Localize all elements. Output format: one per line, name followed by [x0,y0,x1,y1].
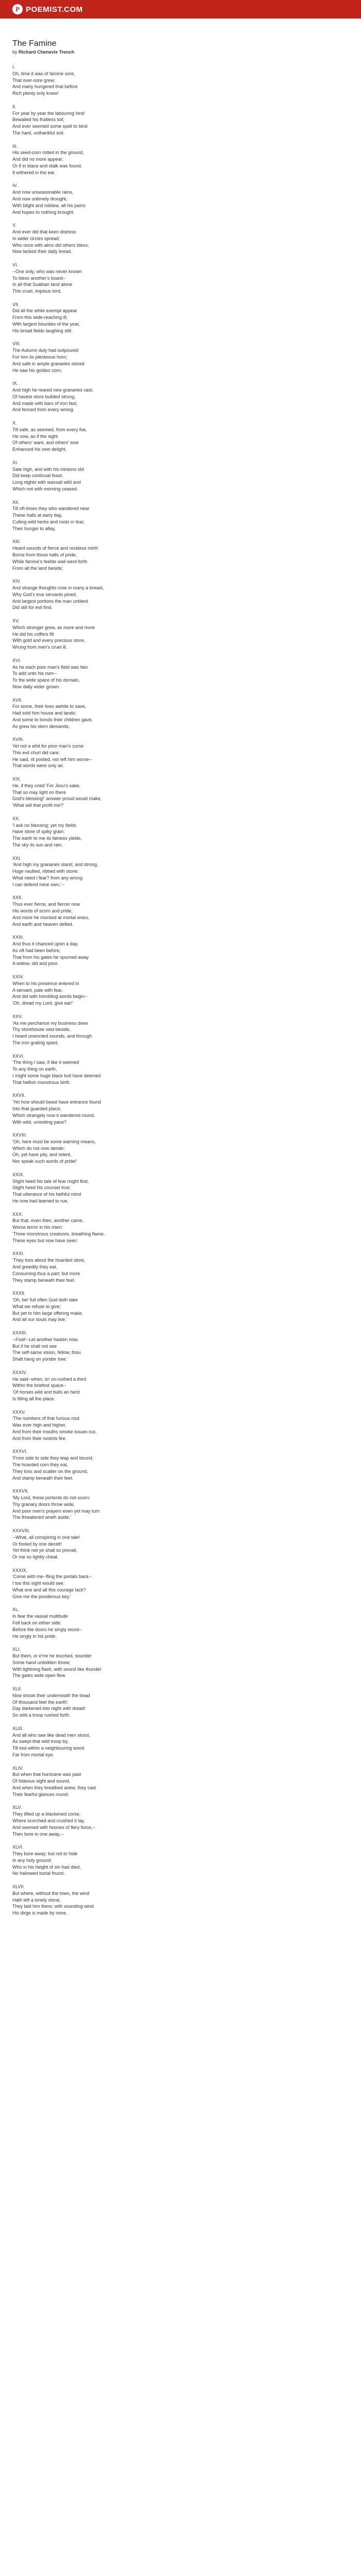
stanza-number: XV. [12,618,20,623]
poem-line: Thus ever fierce, and fiercer now [12,902,80,907]
poem-line: Day darkened into night with dread! [12,1706,86,1711]
poem-line: This cruel, impious lord, [12,289,62,294]
poem-line: And from their mouths smoke issues out, [12,1429,97,1434]
poem-stanza [12,499,340,532]
poem-line: Of hideous sight and sound, [12,1778,71,1784]
poem-line: Which stronger grew, as more and more [12,624,95,630]
poem-line: And safe in ample granaries stored [12,361,85,366]
poem-line: He did his coffers fill [12,631,54,637]
poem-line: In fear the vassal multitude [12,1614,68,1619]
stanza-number: IV. [12,183,18,189]
by-label: by [12,49,18,55]
poem-line: Worse terror in his mien: [12,1225,63,1230]
poem-stanza [12,1844,340,1877]
poem-stanza [12,104,340,137]
poem-line: As grew his stern demands; [12,723,70,729]
poem-line: In wider circles spread; [12,235,60,241]
stanza-number: VII. [12,301,20,307]
poem-line: And hopes to nothing brought. [12,209,75,215]
poem-line: Bewailed his fruitless toil; [12,117,64,123]
poem-line: While famine's feeble wail went forth [12,558,88,564]
poem-line: 'Of horses wild and bulls an herd [12,1389,80,1395]
poem-line: Heard sounds of fierce and reckless mirth [12,546,99,551]
poem-line: What we refuse to give; [12,1303,61,1309]
poem-line: Their fearful glances round: [12,1791,69,1797]
poem-stanza [12,1488,340,1521]
poem-line: They stamp beneath their feet. [12,1277,76,1283]
poem-line: These halls at early day, [12,513,62,518]
poem-line: Or if in blace and stalk was found, [12,163,83,168]
stanza-number: XLIV. [12,1765,24,1771]
poem-line: And seemed with hooves of fiery force,-- [12,1824,96,1830]
poem-stanza [12,64,340,97]
poem-line: The threatened wrath aside.' [12,1515,71,1520]
stanza-number: XXII. [12,895,23,901]
poem-line: Till safe, as seemed, from every foe, [12,427,87,432]
poem-line: He now, as if the sight [12,433,58,439]
poem-stanza [12,1053,340,1086]
poem-line: That words were only air. [12,763,64,769]
poem-line: And greedily they eat, [12,1264,58,1270]
poem-line: I heard unwonted sounds, and through [12,1033,92,1039]
poem-stanza [12,1290,340,1323]
poem-line: 'From side to side they leap and bound, [12,1455,94,1461]
stanza-number: XXX. [12,1211,23,1217]
poem-line: Till oft-times they who wandered near [12,506,90,512]
poem-stanza [12,1013,340,1046]
poem-line: And some to bonds their children gave, [12,717,93,722]
stanza-number: XIX. [12,776,22,782]
poem-line: That from his gates he spurned away [12,954,89,960]
poem-line: Had sold him house and lands; [12,710,76,716]
poem-line: He singly in his pride. [12,1633,57,1639]
poem-line: And when they breathed anew, they cast [12,1785,96,1790]
poem-byline [12,49,340,55]
poem-stanza [12,341,340,374]
poem-line: I might some huge black bull have deemed [12,1073,101,1078]
poem-line: That so may light on there [12,789,67,795]
poem-stanza [12,1765,340,1798]
stanza-number: II. [12,104,17,109]
poem-line: And did no more appear; [12,157,64,162]
poem-stanza [12,618,340,651]
stanza-number: XXIII. [12,935,24,940]
poem-stanza [12,1884,340,1917]
poem-line: And made with bars of iron fast, [12,400,78,406]
poem-line: Or me so lightly cheat. [12,1554,59,1560]
poem-line: Thy granary doors throw wide, [12,1501,75,1507]
poem-line: The Autumn duly had outpoured [12,348,79,353]
poem-line: Is filling all the place. [12,1396,56,1401]
stanza-number: VIII. [12,341,21,347]
poem-line: To bless another's board-- [12,275,66,281]
poem-line: Of thousand feet the earth! [12,1699,68,1705]
poem-stanza [12,1528,340,1561]
poem-line: As swept that wild troop by, [12,1739,69,1744]
poem-line: In any holy ground; [12,1857,52,1863]
poem-line: Long nights with wassail wild and [12,480,81,485]
poem-line: What one and all this courage lack? [12,1587,86,1593]
poem-stanza [12,1567,340,1600]
site-header [0,0,361,19]
poem-line: Did all the while exempt appear [12,308,77,314]
poem-line: Who in his height of sin had died, [12,1864,81,1870]
stanza-number: XXIX. [12,1172,25,1177]
stanza-number: XXVIII. [12,1132,27,1138]
poem-line: With lightning flash, with sound like thunder [12,1666,102,1672]
poem-line: 'What will that profit me?' [12,803,64,808]
poem-stanza [12,816,340,849]
poem-line: The gates wide open flew. [12,1673,67,1679]
poem-line: The iron grating spied. [12,1040,59,1045]
poem-stanza [12,420,340,453]
stanza-number: XXIV. [12,974,24,979]
poem-line: I can defend mine own,'-- [12,882,64,887]
stanza-number: XLI. [12,1647,21,1652]
poem-stanza [12,934,340,967]
poem-line: 'Oh, be! full often God doth take [12,1297,78,1303]
poem-stanza [12,460,340,493]
poem-line: He now had learned to rue, [12,1198,69,1204]
poem-line: When to his presence entered in [12,980,79,986]
poem-line: The hoarded corn they eat, [12,1462,69,1467]
poem-line: And did with trembling words begin-- [12,994,88,999]
poem-stanza [12,1132,340,1165]
poem-stanza [12,1686,340,1719]
poem-line: From all the land beside; [12,565,63,571]
poem-line: But if he shall not see [12,1343,57,1349]
poem-line: God's blessing!' answer proud would make, [12,796,102,802]
poem-line: His words of scorn and pride; [12,908,73,913]
poem-line: A widow, old and poor. [12,961,59,967]
poem-line: That utterance of his faithful mind [12,1192,81,1197]
poem-line: And all our souls may live.' [12,1317,68,1323]
poem-line: With largest bounties of the year, [12,321,80,327]
poem-line: They laid him there; with sounding wind [12,1904,94,1909]
poem-title: The Famine [12,39,57,48]
poem-line: And from their nostrils fire. [12,1435,67,1441]
poem-line: Wax ever high and higher, [12,1422,67,1428]
poem-line: Sate high, and with his minions old [12,466,84,472]
poem-line: Why God's true servants pined, [12,591,77,597]
poem-line: And poor men's prayers even yet may turn [12,1508,100,1514]
poem-stanza [12,776,340,809]
poem-line: Into that guarded place, [12,1106,61,1111]
stanza-number: III. [12,143,18,149]
poem-line: His seed-corn rotted in the ground, [12,150,84,156]
poem-line: But them, or e'rre he touched, sounder [12,1653,92,1659]
poem-line: 'The thing I saw, if like it seemed [12,1060,79,1065]
poem-author[interactable]: Richard Chenevix Trench [19,49,75,55]
stanza-number: XLVI. [12,1844,24,1850]
poem-line: Have store of spiky grain: [12,829,65,835]
poem-line: A servant, pale with fear, [12,987,63,993]
poem-line: To the wide space of his domain, [12,677,80,683]
poem-line: Before the doors he singly stood-- [12,1626,83,1632]
poem-line: With blight and mildew, all his pains [12,202,86,208]
poem-line: Of havest store builded strong, [12,394,76,399]
poem-line: --What, all conspiring in one tale! [12,1534,80,1540]
stanza-number: XLIII. [12,1725,24,1731]
poem-line: His broad fields laughing still. [12,328,73,333]
poem-line: Some hand unbidden threw; [12,1659,71,1665]
poem-stanza [12,1804,340,1837]
poem-stanza [12,301,340,334]
poem-stanza [12,736,340,769]
stanza-number: V. [12,223,17,228]
stanza-number: XXI. [12,855,22,861]
poem-content [0,19,340,1917]
poem-stanza [12,697,340,730]
poem-line: Which strangely now it wandered round, [12,1112,95,1118]
poem-line: Oh, time it was of famine sore, [12,71,75,76]
stanza-number: XL. [12,1607,20,1613]
stanza-number: I. [12,64,15,70]
stanza-number: XXXI. [12,1251,25,1257]
stanza-number: IX. [12,381,19,386]
poem-line: 'They toss about the hoarded store, [12,1258,86,1263]
poem-line: But when that hurricane was past [12,1772,81,1777]
poem-line: Wrung from men's cruel ill. [12,645,68,650]
poem-line: But that, even then, another came, [12,1218,84,1224]
poem-line: With gold and every precious store, [12,638,86,643]
stanza-number: XVIII. [12,737,24,742]
poem-line: And high he reared new granaries vast, [12,387,94,393]
poem-stanza [12,1092,340,1125]
poem-stanza [12,1725,340,1758]
poem-line: And now unseasonable rains, [12,190,74,195]
poem-line: Hath left a lonely stone, [12,1897,61,1903]
poem-line: That over-sore grew; [12,77,56,83]
poem-line: 'I ask no blessing; yet my fields [12,822,76,828]
poem-line: Or fooled by one deceit! [12,1541,62,1547]
poem-line: Which do not now deride; [12,1145,65,1151]
poem-line: It withered in the ear. [12,170,56,175]
poem-line: This evil churl did care; [12,750,60,755]
poem-line: Now shook their underneath the tread [12,1692,90,1698]
poem-stanza [12,1172,340,1205]
stanza-number: XVI. [12,657,22,663]
poem-line: And more he mocked at mortal woes, [12,914,90,920]
poem-line: He said--when, lo! on-rushed a third [12,1376,87,1382]
poem-line: Far from mortal eye. [12,1752,55,1757]
poem-line: Slight heed his counsel true; [12,1185,71,1191]
poem-line: Culling wild herbs and roots in fear, [12,519,85,524]
poem-line: 'Oh, dread my Lord, give ear!' [12,1001,73,1006]
poem-line: Shalt hang on yonder tree.' [12,1357,68,1362]
poem-stanza [12,1646,340,1679]
poem-line: Yet not a whit for poor man's curse [12,743,84,749]
poem-line: So wild a troop rushed forth. [12,1713,71,1718]
poem-line: And ever seemed some spell to bind [12,124,88,129]
poem-stanza [12,1606,340,1639]
poem-line: 'Come with me--fling the portals back-- [12,1574,92,1580]
poem-line: But where, without the town, the wind [12,1890,90,1896]
poem-line: And fenced from every wrong. [12,407,75,413]
poem-stanza [12,1330,340,1363]
poem-line: They bore away; but not to hide [12,1851,78,1856]
poem-line: And thus it chanced upon a day, [12,941,78,946]
poem-line: In all that Suabian land alone [12,282,73,287]
poem-line: And many hungered that before [12,84,78,90]
poem-line: --One only, who was never known [12,268,82,274]
poem-line: But yet to him large offering make, [12,1310,83,1316]
poem-stanza [12,1369,340,1402]
poem-line: 'And high my granaries stand, and strong, [12,862,99,868]
poem-line: Their hunger to allay, [12,526,56,531]
poem-line: 'The numbers of that furious rout [12,1416,79,1421]
poem-line: Rich plenty only knew! [12,91,59,96]
stanza-number: XXVI. [12,1053,25,1059]
poem-line: For some, their lives awhile to save, [12,704,87,709]
poem-stanza [12,222,340,255]
poem-line: They lifted up a blackened corse, [12,1811,81,1817]
stanza-number: XXXV. [12,1409,26,1415]
stanza-number: XLVII. [12,1884,25,1889]
poem-stanza [12,182,340,215]
poem-line: Slight heed his tale of fear might find, [12,1178,89,1184]
poem-line: Till lost within a neighbouring wood [12,1745,85,1751]
poem-line: Thy storehouse vast beside, [12,1027,71,1032]
stanza-number: XI. [12,460,19,465]
poem-line: 'Three monstrous creatures, breathing flame, [12,1231,105,1237]
poem-stanza [12,538,340,571]
poem-line: I too this sight would see: [12,1581,65,1586]
stanza-number: XXXII. [12,1291,26,1296]
poem-line: Nor speak such words of pride!' [12,1159,77,1164]
poem-line: And earth and heaven defied. [12,921,74,927]
poem-line: 'As me perchance my business drew [12,1020,88,1026]
poem-line: Of others' want, and others' woe [12,440,79,446]
poem-line: Did still for evil find, [12,605,53,611]
poem-stanza [12,894,340,927]
stanza-number: XXXVII. [12,1488,29,1494]
poem-stanza [12,1409,340,1442]
stanza-number: XXXIV. [12,1369,27,1375]
poem-line: Which not with morning ceased. [12,486,78,492]
poem-line: And all who saw like dead men stood, [12,1732,90,1738]
poem-line: Yet think not ye shall so prevail, [12,1548,77,1553]
poem-line: Where scorched and crushed it lay, [12,1818,85,1823]
poem-line: 'Yet how should beast have entrance found [12,1099,101,1105]
poem-line: Oh, yet have pity, and relent, [12,1152,72,1158]
site-logo[interactable] [12,4,83,14]
stanza-number: XLII. [12,1686,22,1692]
poem-line: Now lacked their daily bread. [12,249,72,255]
poem-stanza [12,578,340,611]
poem-line: As oft had been before, [12,947,61,953]
stanza-number: VI. [12,262,19,267]
poem-stanza [12,380,340,413]
poem-stanza [12,1211,340,1244]
poem-line: That hellish monstrous birth. [12,1079,71,1085]
poem-line: They toss and scatter on the ground, [12,1468,88,1474]
stanza-number: XIV. [12,579,21,584]
poem-stanza [12,855,340,888]
poem-line: Consuming thus a part; but more [12,1270,80,1276]
stanza-number: XLV. [12,1805,22,1810]
poem-line: No hallowed burial found. [12,1871,65,1876]
poem-line: Enhanced his own delight, [12,447,67,452]
poem-line: He said, rit posted, nor left him worse-- [12,756,92,762]
poem-line: Did keep continual feast, [12,473,63,479]
poem-stanza [12,1250,340,1283]
poem-line: Borne from those halls of pride, [12,552,77,557]
poem-line: Who once with alms did others bless, [12,242,89,248]
stanza-number: XX. [12,816,20,821]
poem-line: These eyes but now have seen: [12,1238,78,1243]
poem-line: His dirge is made by none. [12,1910,68,1916]
poem-line: Within the briefest space-- [12,1383,67,1388]
poem-line: And stamp beneath their feet. [12,1475,74,1481]
poem-line: For year by year the labouring hind [12,110,85,116]
stanza-number: XXVII. [12,1093,26,1098]
stanza-number: X. [12,420,17,426]
poem-body [12,64,340,1917]
poem-line: Now daily wider grown. [12,684,60,689]
poem-line: As he each poor man's field was fain [12,664,88,670]
stanza-number: XXV. [12,1013,23,1019]
poem-line: Then bore in one away,-- [12,1831,64,1837]
poem-line: He saw his golden corn; [12,367,62,373]
poem-line: With wild, unresting pace? [12,1119,67,1125]
poem-line: 'Oh, here must be some warning means, [12,1139,96,1144]
poem-line: --Fool!--Let another hasten now, [12,1336,79,1342]
poem-line: The earth to me its fatness yields, [12,836,82,841]
poem-line: Huge vaulted, ribbed with stone: [12,869,79,874]
poem-stanza [12,143,340,176]
poem-line: What need I fear? from any wrong [12,875,83,881]
poem-line: And ever did that keen distress [12,229,76,234]
poem-line: And strange thoughts rose in many a breast, [12,585,104,590]
poem-line: Give me the ponderous key.' [12,1594,71,1599]
poem-stanza [12,1448,340,1481]
stanza-number: XXXIX. [12,1567,28,1573]
stanza-number: XIII. [12,539,21,545]
poem-line: The sky its sun and rain. [12,842,63,848]
poem-line: Fell back on either side: [12,1620,62,1626]
poem-line: 'My Lord, these portents do not scorn: [12,1495,90,1500]
poem-line: From this wide-reaching ill; [12,315,68,320]
poem-stanza [12,657,340,690]
poem-stanza [12,974,340,1007]
poem-stanza [12,262,340,295]
poem-line: For him its plenteous horn; [12,354,68,360]
stanza-number: XXXIII. [12,1330,27,1335]
poem-line: He, if they cried 'For Jesu's sake, [12,783,80,788]
stanza-number: XVII. [12,697,23,703]
poem-line: And now untimely drought, [12,196,68,201]
logo-icon: P [12,4,23,14]
logo-text: POEMIST.COM [26,5,83,14]
poem-line: To add unto his own-- [12,671,57,676]
stanza-number: XXXVI. [12,1449,28,1454]
poem-line: And largest portions the man unblest [12,598,88,604]
stanza-number: XII. [12,499,20,505]
poem-line: The hard, unthankful soil. [12,130,65,135]
poem-line: The self-same vision, fellow, thou [12,1350,81,1355]
poem-line: To any thing on earth, [12,1066,57,1072]
stanza-number: XXXVIII. [12,1528,30,1533]
